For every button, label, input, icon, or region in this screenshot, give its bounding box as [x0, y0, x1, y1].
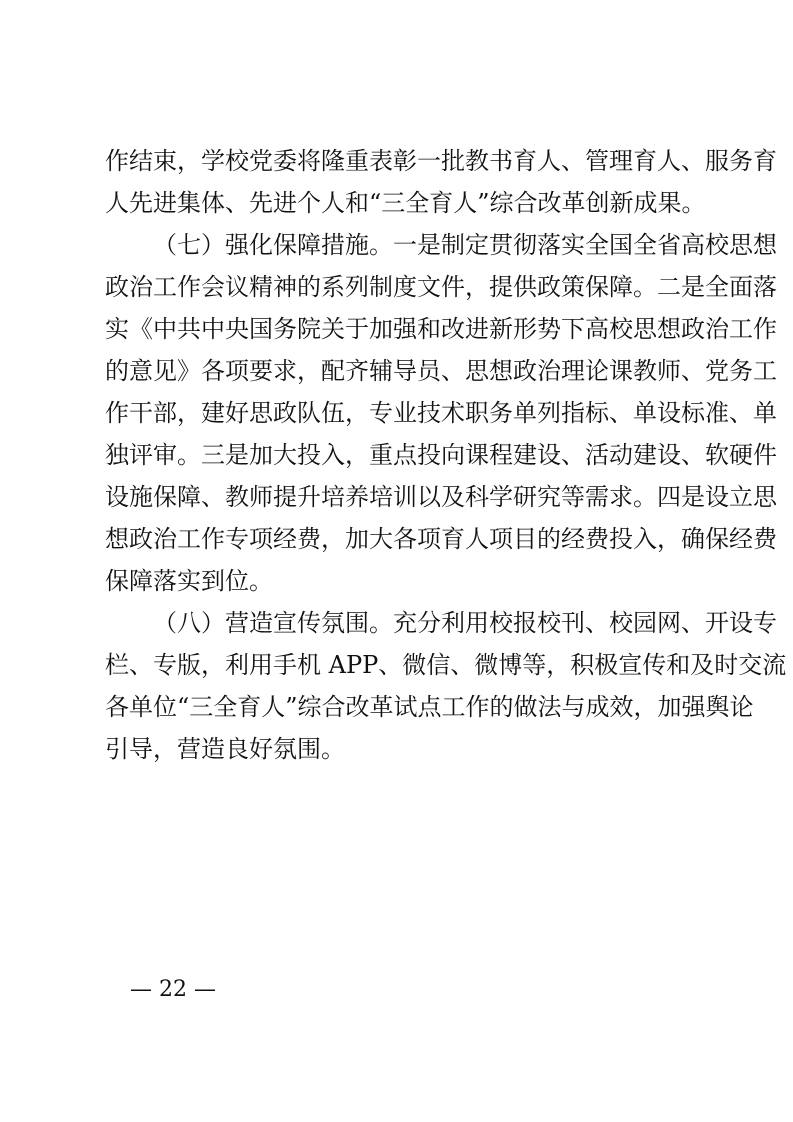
section-heading-line: （八）营造宣传氛围。充分利用校报校刊、校园网、开设专	[153, 609, 777, 637]
text-line: 实《中共中央国务院关于加强和改进新形势下高校思想政治工作	[105, 315, 777, 343]
text-line: 设施保障、教师提升培养培训以及科学研究等需求。四是设立思	[105, 483, 777, 511]
text-line: 保障落实到位。	[105, 567, 273, 595]
section-heading-line: （七）强化保障措施。一是制定贯彻落实全国全省高校思想	[153, 231, 777, 259]
text-line: 作干部，建好思政队伍，专业技术职务单列指标、单设标准、单	[105, 399, 777, 427]
text-line: 的意见》各项要求，配齐辅导员、思想政治理论课教师、党务工	[105, 357, 777, 385]
text-line: 独评审。三是加大投入，重点投向课程建设、活动建设、软硬件	[105, 441, 777, 469]
text-line: 政治工作会议精神的系列制度文件，提供政策保障。二是全面落	[105, 273, 777, 301]
body-text	[105, 140, 787, 770]
page-number: — 22 —	[130, 977, 216, 1002]
text-line: 作结束，学校党委将隆重表彰一批教书育人、管理育人、服务育	[105, 147, 777, 175]
text-line: 人先进集体、先进个人和“三全育人”综合改革创新成果。	[105, 189, 706, 217]
text-line: 栏、专版，利用手机 APP、微信、微博等，积极宣传和及时交流	[105, 651, 787, 679]
text-line: 想政治工作专项经费，加大各项育人项目的经费投入，确保经费	[105, 525, 777, 553]
text-line: 各单位“三全育人”综合改革试点工作的做法与成效，加强舆论	[105, 693, 754, 721]
text-line: 引导，营造良好氛围。	[105, 735, 345, 763]
